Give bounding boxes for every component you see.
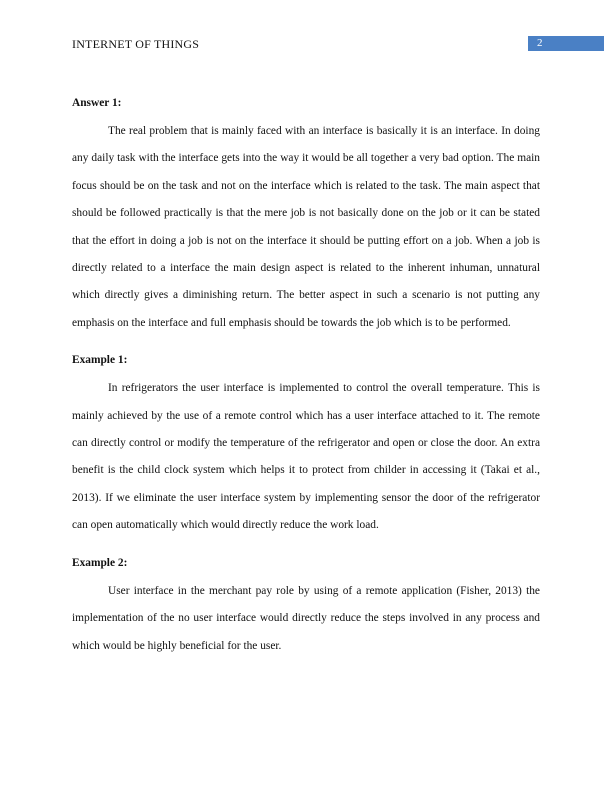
section-paragraph: The real problem that is mainly faced with an interface is basically it is an interface. In doing any daily task with the interface gets into the way it would be all together a very bad option. The main focus should be on the task and not on the interface which is related to the task. The main aspect that should be followed practically is that the mere job is not basically done on the job or it can be stated that the effort in doing a job is not on the interface it should be putting effort on a job. When a job is directly related to a interface the main design aspect is related to the inherent inhuman, unnatural which directly gives a diminishing return. The better aspect in such a scenario is not putting any emphasis on the interface and full emphasis should be towards the job which is to be performed. (72, 125, 540, 329)
section-heading: Example 2: (72, 556, 128, 569)
running-head-title: INTERNET OF THINGS (72, 37, 200, 51)
section-heading: Example 1: (72, 354, 128, 367)
section-example-2 (72, 552, 540, 660)
section-example-1 (72, 349, 540, 539)
document-body (72, 92, 540, 672)
section-heading: Answer 1: (72, 97, 122, 109)
section-answer-1 (72, 92, 540, 337)
page-number-badge: 2 (528, 36, 604, 51)
section-paragraph: User interface in the merchant pay role by using of a remote application (Fisher, 2013) the implementation of the no user interface would directly reduce the steps involved in any process and which would be highly beneficial for the user. (72, 584, 540, 652)
section-paragraph: In refrigerators the user interface is implemented to control the overall temperature. This is mainly achieved by the use of a remote control which has a user interface attached to it. The remote can directly control or modify the temperature of the refrigerator and open or close the door. An extra benefit is the child clock system which helps it to protect from childer in accessing it (Takai et al., 2013). If we eliminate the user interface system by implementing sensor the door of the refrigerator can open automatically which would directly reduce the work load. (72, 382, 540, 532)
